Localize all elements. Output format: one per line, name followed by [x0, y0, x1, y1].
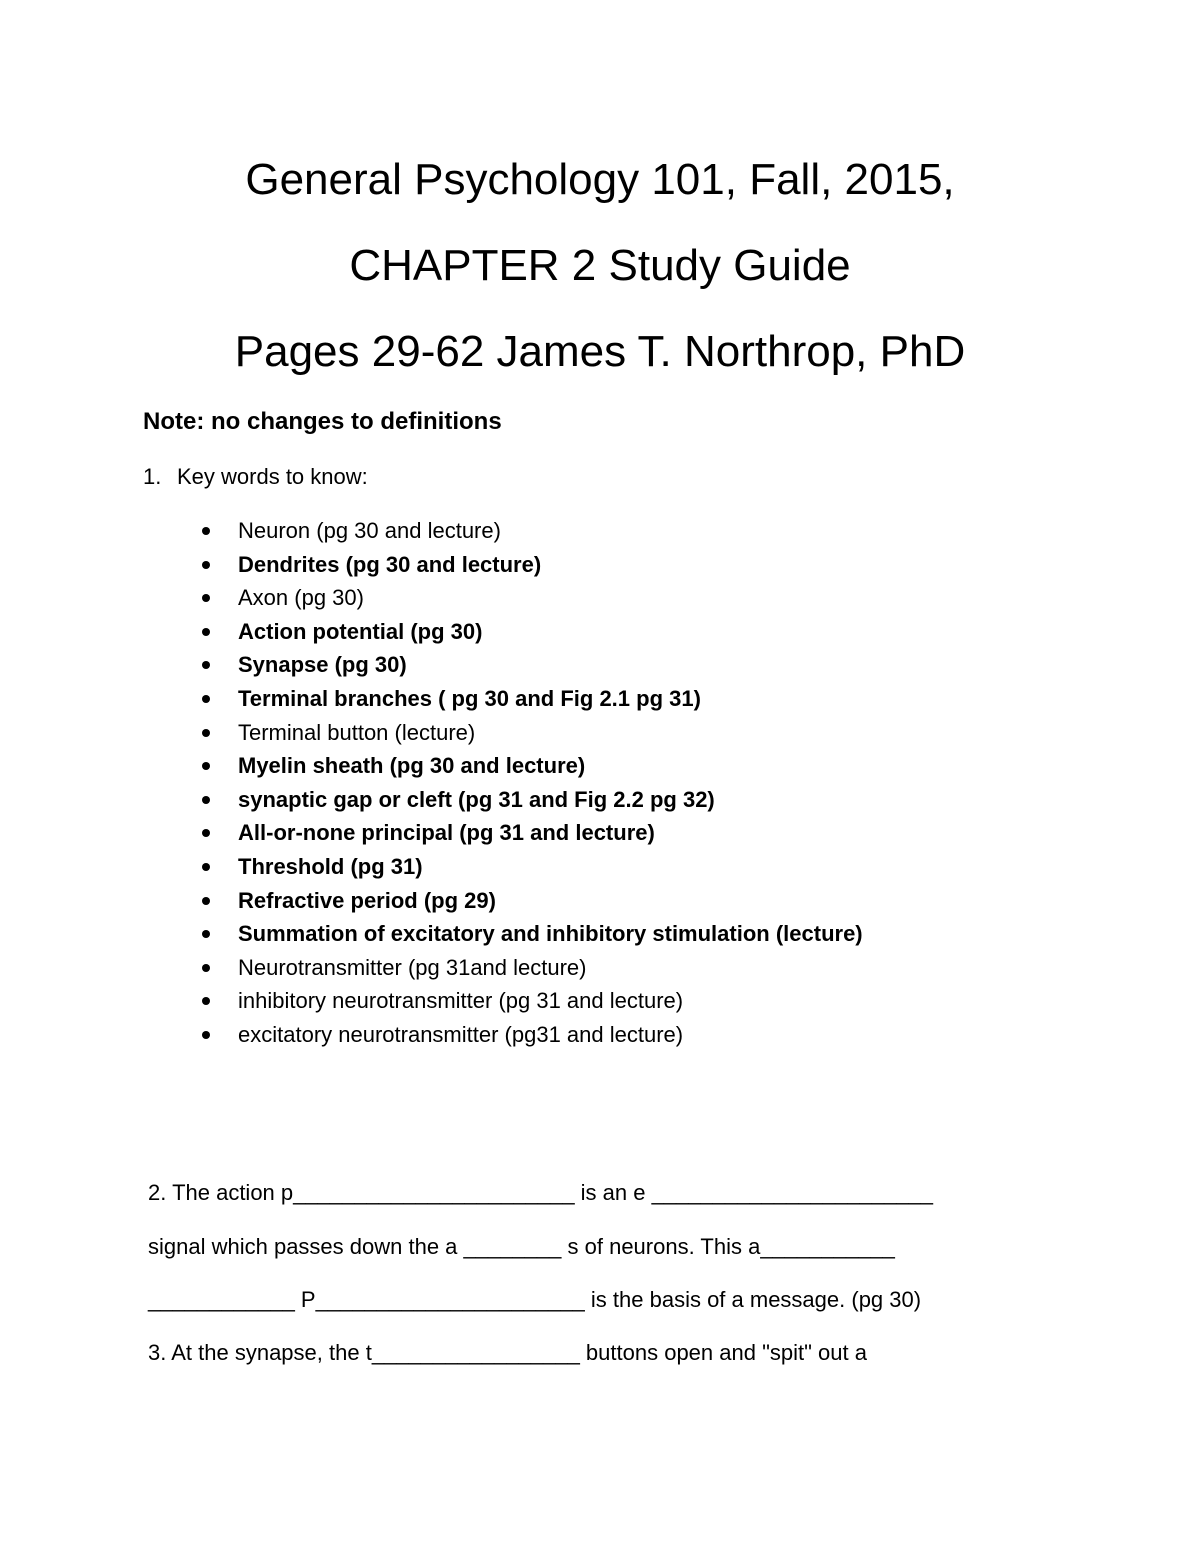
key-word-text: Terminal button (lecture)	[238, 719, 476, 745]
bullet-icon	[202, 930, 210, 938]
key-word-text: Neuron (pg 30 and lecture)	[238, 518, 501, 543]
question-1-text: Key words to know:	[177, 464, 368, 489]
bullet-icon	[202, 762, 210, 770]
bullet-icon	[202, 796, 210, 804]
key-word-text: Dendrites (pg 30 and lecture)	[238, 551, 542, 577]
key-word-text: All-or-none principal (pg 31 and lecture)	[238, 820, 655, 846]
question-2-line-3: ____________ P______________________ is the basis of a message. (pg 30)	[148, 1287, 922, 1312]
bullet-icon	[202, 964, 210, 972]
key-word-text: Axon (pg 30)	[238, 585, 364, 611]
bullet-icon	[202, 863, 210, 871]
key-word-text: Refractive period (pg 29)	[238, 887, 496, 913]
question-2-line-1: 2. The action p_______________________ is an e _______________________	[148, 1180, 934, 1205]
bullet-icon	[202, 594, 210, 602]
key-word-text: excitatory neurotransmitter (pg31 and lecture)	[238, 1021, 684, 1047]
title-course: General Psychology 101, Fall, 2015,	[245, 155, 955, 204]
title-pages-author: Pages 29-62 James T. Northrop, PhD	[234, 327, 966, 376]
key-word-text: inhibitory neurotransmitter (pg 31 and lecture)	[238, 988, 684, 1014]
key-word-text: Threshold (pg 31)	[238, 853, 423, 879]
question-2-line-2: signal which passes down the a ________ s of neurons. This a___________	[148, 1234, 895, 1259]
key-word-text: Myelin sheath (pg 30 and lecture)	[238, 753, 586, 779]
bullet-icon	[202, 1031, 210, 1039]
bullet-icon	[202, 661, 210, 669]
bullet-icon	[202, 561, 210, 569]
key-word-text: synaptic gap or cleft (pg 31 and Fig 2.2 pg 32)	[238, 786, 715, 812]
title-chapter: CHAPTER 2 Study Guide	[349, 241, 851, 290]
key-word-text: Synapse (pg 30)	[238, 652, 407, 678]
bullet-icon	[202, 729, 210, 737]
key-word-text: Summation of excitatory and inhibitory stimulation (lecture)	[238, 921, 863, 947]
question-3-line-1: 3. At the synapse, the t_________________ buttons open and "spit" out a	[148, 1340, 867, 1365]
question-1-number: 1.	[143, 464, 162, 489]
bullet-icon	[202, 829, 210, 837]
question-1	[143, 460, 368, 494]
bullet-icon	[202, 997, 210, 1005]
key-word-text: Neurotransmitter (pg 31and lecture)	[238, 954, 587, 980]
note-heading: Note: no changes to definitions	[143, 408, 502, 435]
bullet-icon	[202, 527, 210, 535]
key-word-text: Action potential (pg 30)	[238, 618, 483, 644]
bullet-icon	[202, 628, 210, 636]
bullet-icon	[202, 897, 210, 905]
key-word-text: Terminal branches ( pg 30 and Fig 2.1 pg 31)	[238, 685, 701, 711]
bullet-icon	[202, 695, 210, 703]
